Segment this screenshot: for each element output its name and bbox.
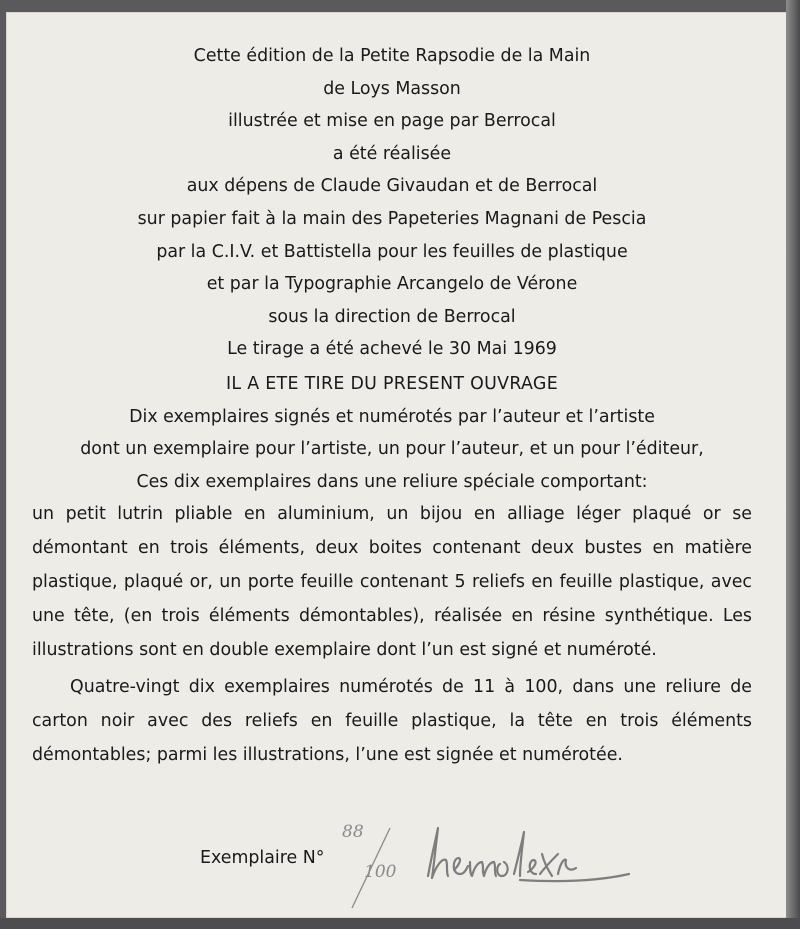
colophon-text xyxy=(32,40,752,773)
copy-number: 88 xyxy=(342,822,364,842)
bottom-edge-border xyxy=(0,918,800,929)
exemplaire-label: Exemplaire N° xyxy=(200,848,325,868)
section-heading: IL A ETE TIRE DU PRESENT OUVRAGE xyxy=(226,373,558,394)
edition-description-paragraph: un petit lutrin pliable en aluminium, un bijou en alliage léger plaqué or se démontant en trois éléments, deux boites contenant deux bustes en matière plastique, plaqué or, un porte feuille contenant 5 reliefs en feuille plastique, avec une tête, (en trois éléments démontables), réalisée en résine synthétique. Les illustrations sont en double exemplaire dont l’un est signé et numéroté. xyxy=(32,504,752,660)
copy-total: 100 xyxy=(364,862,397,882)
right-edge-border xyxy=(786,0,800,929)
colophon-line: par la C.I.V. et Battistella pour les feuilles de plastique xyxy=(156,241,628,262)
colophon-line: Le tirage a été achevé le 30 Mai 1969 xyxy=(227,339,557,360)
colophon-line: sur papier fait à la main des Papeteries Magnani de Pescia xyxy=(137,208,647,229)
colophon-line: illustrée et mise en page par Berrocal xyxy=(228,111,556,132)
colophon-line: a été réalisée xyxy=(332,143,452,164)
colophon-line: sous la direction de Berrocal xyxy=(268,306,516,327)
colophon-line: Ces dix exemplaires dans une reliure spéciale comportant: xyxy=(136,471,648,492)
standard-edition-paragraph: Quatre-vingt dix exemplaires numérotés de 11 à 100, dans une reliure de carton noir avec des reliefs en feuille plastique, la tête en trois éléments démontables; parmi les illustrations, l’une est signée et numérotée. xyxy=(32,677,752,765)
colophon-line: Cette édition de la Petite Rapsodie de la Main xyxy=(193,46,591,66)
colophon-line: dont un exemplaire pour l’artiste, un pour l’auteur, et un pour l’éditeur, xyxy=(80,439,704,460)
colophon-line: aux dépens de Claude Givaudan et de Berrocal xyxy=(186,176,598,197)
colophon-line: Dix exemplaires signés et numérotés par l’auteur et l’artiste xyxy=(129,406,655,427)
colophon-line: de Loys Masson xyxy=(323,78,461,99)
artist-signature xyxy=(424,824,634,894)
colophon-line: et par la Typographie Arcangelo de Vérone xyxy=(206,274,578,295)
